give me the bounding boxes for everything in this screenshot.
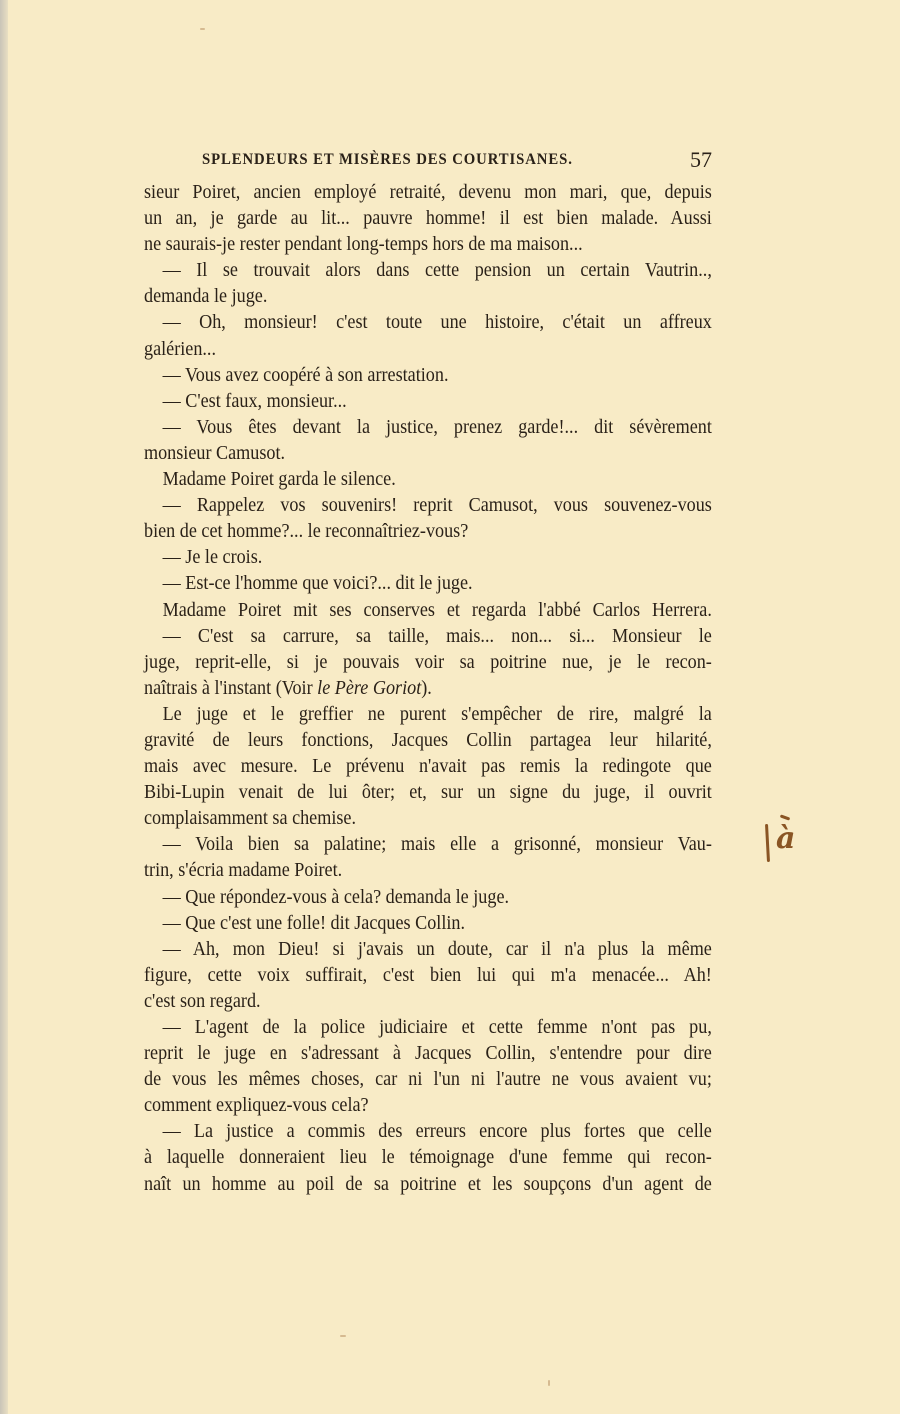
text-line (144, 1015, 712, 1041)
text-line (144, 676, 712, 702)
text-line (144, 206, 712, 232)
text-line-content: — Voila bien sa palatine; mais elle a grisonné, monsieur Vau- (162, 834, 712, 856)
margin-note-text: à (776, 821, 796, 856)
text-line (144, 754, 712, 780)
text-line-content: sieur Poiret, ancien employé retraité, devenu mon mari, que, depuis (144, 182, 712, 203)
margin-annotation (762, 816, 812, 866)
text-line-content: — Je le crois. (162, 547, 263, 569)
text-line-content: naîtrais à l'instant (Voir (144, 677, 318, 699)
text-line (144, 1172, 712, 1198)
text-line-content: c'est son regard. (144, 990, 261, 1012)
page-edge (0, 0, 8, 1414)
text-line (144, 545, 712, 571)
text-line-content: Madame Poiret garda le silence. (162, 469, 396, 491)
text-line (144, 780, 712, 806)
margin-bracket-mark (765, 824, 770, 862)
text-line-content: mais avec mesure. Le prévenu n'avait pas remis la redingote que (144, 756, 712, 778)
text-line-content: à laquelle donneraient lieu le témoignage d'une femme qui recon- (144, 1147, 712, 1169)
text-line-content: trin, s'écria madame Poiret. (144, 860, 343, 882)
text-line (144, 467, 712, 493)
text-line-content: — L'agent de la police judiciaire et cette femme n'ont pas pu, (162, 1017, 712, 1038)
text-line-content: — C'est faux, monsieur... (162, 390, 347, 412)
text-line (144, 885, 712, 911)
text-line-content: monsieur Camusot. (144, 442, 286, 464)
text-line (144, 806, 712, 832)
text-line-content: comment expliquez-vous cela? (144, 1095, 369, 1117)
text-line (144, 337, 712, 363)
text-line (144, 911, 712, 937)
text-line (144, 258, 712, 284)
text-line-content: — Il se trouvait alors dans cette pension un certain Vautrin.., (162, 260, 712, 282)
text-line-content: bien de cet homme?... le reconnaîtriez-vous? (144, 521, 469, 543)
text-line-content: ne saurais-je rester pendant long-temps hors de ma maison... (144, 234, 583, 256)
text-line (144, 728, 712, 754)
text-line (144, 415, 712, 441)
text-line-content: complaisamment sa chemise. (144, 808, 357, 830)
body-text (144, 180, 712, 1198)
text-line-content: — Oh, monsieur! c'est toute une histoire, c'était un affreux (162, 312, 712, 334)
text-line-content: un an, je garde au lit... pauvre homme! il est bien malade. Aussi (144, 208, 712, 230)
text-line-content: — C'est sa carrure, sa taille, mais... non... si... Monsieur le (162, 625, 712, 647)
text-line (144, 1093, 712, 1119)
text-line-content: reprit le juge en s'adressant à Jacques Collin, s'entendre pour dire (144, 1043, 712, 1065)
text-line-content: galérien... (144, 338, 217, 360)
page-number: 57 (690, 147, 712, 172)
text-line-content: — Que c'est une folle! dit Jacques Collin. (162, 912, 466, 934)
text-line-content: Madame Poiret mit ses conserves et regarda l'abbé Carlos Herrera. (162, 599, 712, 621)
text-line (144, 519, 712, 545)
text-line-content: — Vous avez coopéré à son arrestation. (162, 364, 449, 386)
running-title: SPLENDEURS ET MISÈRES DES COURTISANES. (202, 151, 573, 168)
text-line (144, 493, 712, 519)
text-line-tail: ). (421, 677, 432, 699)
text-line-content: Le juge et le greffier ne purent s'empêcher de rire, malgré la (162, 703, 712, 725)
text-line (144, 1041, 712, 1067)
text-line (144, 989, 712, 1015)
paper-speck (340, 1335, 346, 1337)
text-line-content: figure, cette voix suffirait, c'est bien lui qui m'a menacée... Ah! (144, 964, 712, 986)
text-line (144, 363, 712, 389)
text-line-content: de vous les mêmes choses, car ni l'un ni l'autre ne vous avaient vu; (144, 1069, 712, 1091)
text-line-content: — La justice a commis des erreurs encore plus fortes que celle (162, 1121, 712, 1143)
text-line (144, 180, 712, 206)
text-line (144, 1145, 712, 1171)
text-line (144, 1119, 712, 1145)
margin-accent-mark (780, 814, 790, 820)
text-line (144, 1067, 712, 1093)
text-line (144, 598, 712, 624)
text-line-content: demanda le juge. (144, 286, 268, 308)
text-line-content: Bibi-Lupin venait de lui ôter; et, sur un signe du juge, il ouvrit (144, 782, 712, 804)
paper-speck (548, 1380, 550, 1386)
text-line (144, 858, 712, 884)
text-line (144, 284, 712, 310)
page-header (144, 147, 712, 173)
text-line-content: gravité de leurs fonctions, Jacques Collin partagea leur hilarité, (144, 729, 712, 751)
italic-title: le Père Goriot (317, 677, 422, 699)
text-line (144, 624, 712, 650)
text-line-content: — Ah, mon Dieu! si j'avais un doute, car il n'a plus la même (162, 938, 712, 960)
text-line (144, 571, 712, 597)
text-line-content: — Est-ce l'homme que voici?... dit le juge. (162, 573, 473, 595)
text-line (144, 650, 712, 676)
text-line (144, 963, 712, 989)
text-line-content: — Rappelez vos souvenirs! reprit Camusot, vous souvenez-vous (162, 495, 712, 517)
text-line-content: naît un homme au poil de sa poitrine et les soupçons d'un agent de (144, 1173, 712, 1195)
text-line (144, 832, 712, 858)
text-line (144, 310, 712, 336)
text-line (144, 389, 712, 415)
text-line (144, 232, 712, 258)
text-line-content: — Que répondez-vous à cela? demanda le juge. (162, 886, 510, 908)
text-line (144, 702, 712, 728)
paper-speck (200, 28, 205, 30)
text-line (144, 441, 712, 467)
text-line-content: juge, reprit-elle, si je pouvais voir sa poitrine nue, je le recon- (144, 651, 712, 673)
text-line (144, 937, 712, 963)
text-line-content: — Vous êtes devant la justice, prenez garde!... dit sévèrement (162, 416, 712, 438)
